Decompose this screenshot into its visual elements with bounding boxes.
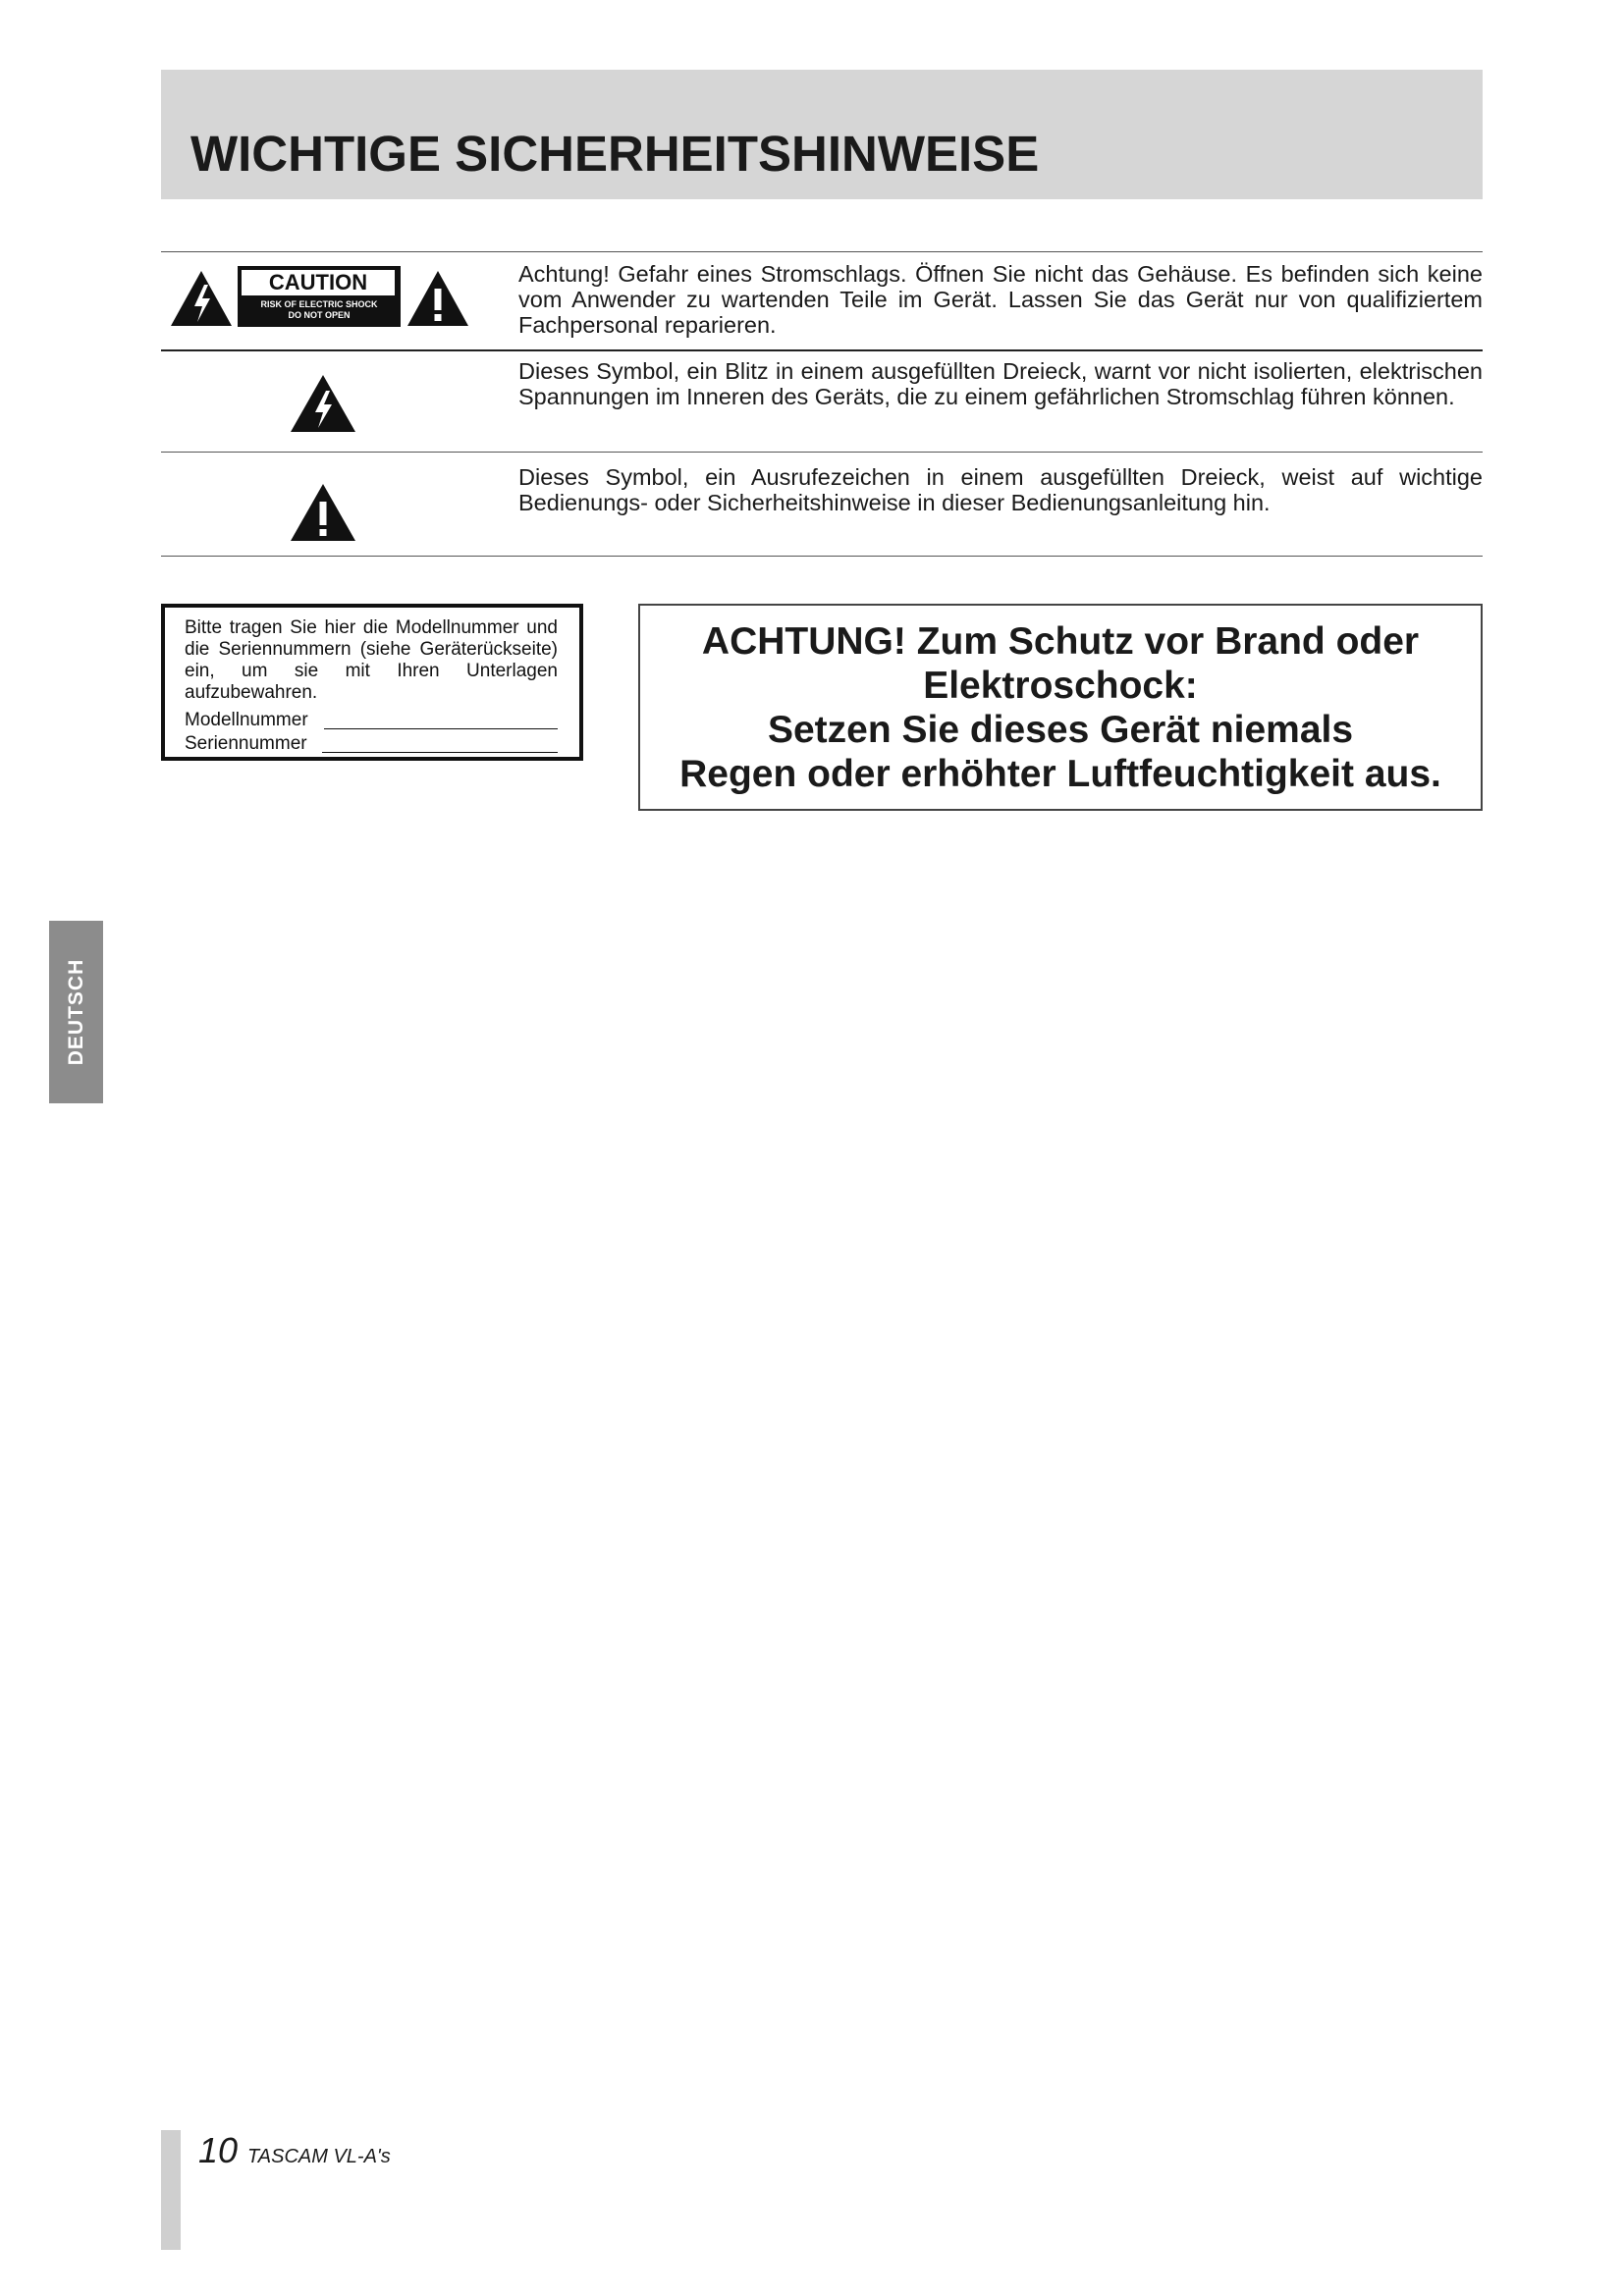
exclamation-icon-cell [161,453,495,555]
warning-line-3: Setzen Sie dieses Gerät niemals [767,708,1354,751]
model-number-label: Modellnummer [185,710,308,730]
lightning-triangle-icon [169,269,234,328]
model-serial-box [161,604,583,761]
model-number-blank [324,728,558,729]
warning-line-4: Regen oder erhöhter Luftfeuchtigkeit aus. [679,752,1441,795]
header-band [161,70,1483,199]
caution-label-title: CAUTION [242,270,395,295]
symbol-row-exclamation [161,453,1483,555]
lightning-icon-cell [161,351,495,450]
serial-number-line [185,733,558,757]
serial-number-blank [322,752,558,753]
lightning-triangle-icon [289,373,357,434]
warning-line-1: ACHTUNG! Zum Schutz vor Brand oder [701,619,1420,663]
model-box-instruction: Bitte tragen Sie hier die Modellnummer und die Seriennummern (siehe Geräterückseite) ein, um sie mit Ihren Unterlagen aufzubewahren. [185,617,558,703]
caution-label-subtitle [238,299,401,321]
serial-number-label: Seriennummer [185,733,307,754]
caution-label-line2: DO NOT OPEN [288,310,351,320]
product-name: TASCAM VL-A's [247,2146,391,2167]
symbol-row-lightning [161,351,1483,450]
symbol-row-caution [161,251,1483,349]
fire-shock-warning-box [638,604,1483,811]
exclamation-triangle-icon [289,482,357,543]
page-title: WICHTIGE SICHERHEITSHINWEISE [190,126,1040,182]
caution-label-plate [238,266,401,327]
warning-line-2: Elektroschock: [923,664,1198,707]
symbol-text-exclamation: Dieses Symbol, ein Ausrufezeichen in einem ausgefüllten Dreieck, weist auf wichtige Bedienungs- oder Sicherheitshinweise in dieser Bedienungsanleitung hin. [518,464,1483,515]
symbol-text-caution: Achtung! Gefahr eines Stromschlags. Öffnen Sie nicht das Gehäuse. Es befinden sich keine vom Anwender zu wartenden Teile im Gerät. Lassen Sie das Gerät nur von qualifiziertem Fachpersonal reparieren. [518,261,1483,338]
table-bottom-rule [161,556,1483,557]
exclamation-triangle-icon [406,269,470,328]
caution-icon-group [161,251,495,349]
footer [198,2130,391,2171]
footer-bar [161,2130,181,2250]
page-number: 10 [198,2130,239,2170]
symbol-text-lightning: Dieses Symbol, ein Blitz in einem ausgefüllten Dreieck, warnt vor nicht isolierten, elektrischen Spannungen im Inneren des Geräts, die zu einem gefährlichen Stromschlag führen können. [518,358,1483,409]
language-side-tab [49,921,103,1103]
language-tab-label: DEUTSCH [64,958,87,1066]
model-number-line [185,710,558,733]
caution-label-line1: RISK OF ELECTRIC SHOCK [260,299,378,309]
